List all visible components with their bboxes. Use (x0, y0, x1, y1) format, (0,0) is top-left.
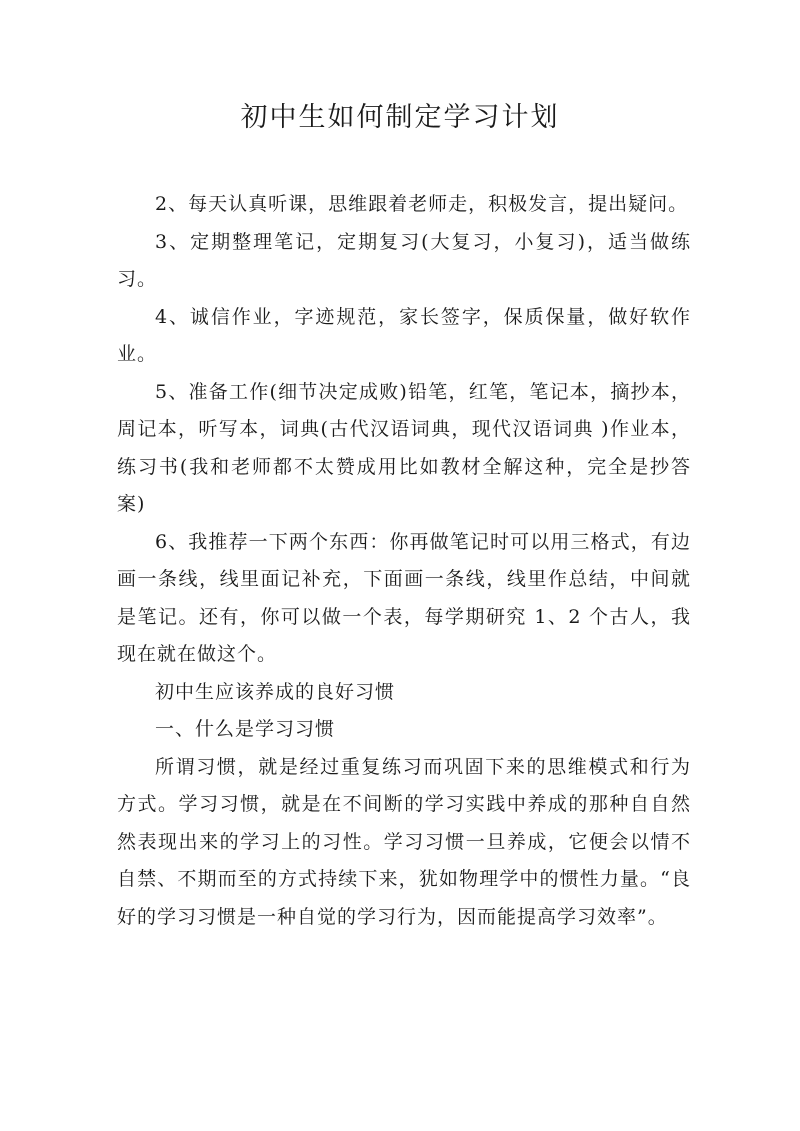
section-heading-good-habits: 初中生应该养成的良好习惯 (155, 680, 396, 703)
paragraph-item-3: 3、定期整理笔记，定期复习(大复习，小复习)，适当做练习。 (117, 230, 691, 290)
paragraph-item-6: 6、我推荐一下两个东西：你再做笔记时可以用三格式，有边画一条线，线里面记补充，下面画一条线，线里作总结，中间就是笔记。还有，你可以做一个表，每学期研究 1、2 个古人，我现在就在做这个。 (117, 530, 691, 665)
subheading-what-is-study-habit: 一、什么是学习习惯 (155, 718, 336, 740)
document-title: 初中生如何制定学习计划 (240, 102, 560, 133)
paragraph-item-2: 2、每天认真听课，思维跟着老师走，积极发言，提出疑问。 (155, 193, 689, 215)
paragraph-item-5: 5、准备工作(细节决定成败)铅笔，红笔，笔记本，摘抄本，周记本，听写本，词典(古代汉语词典，现代汉语词典 )作业本，练习书(我和老师都不太赞成用比如教材全解这种，完全是抄答案) (117, 380, 691, 515)
paragraph-item-4: 4、诚信作业，字迹规范，家长签字，保质保量，做好软作业。 (117, 305, 691, 365)
paragraph-study-habit-definition: 所谓习惯，就是经过重复练习而巩固下来的思维模式和行为方式。学习习惯，就是在不间断的学习实践中养成的那种自自然然表现出来的学习上的习性。学习习惯一旦养成，它便会以情不自禁、不期而至的方式持续下来，犹如物理学中的惯性力量。“良好的学习习惯是一种自觉的学习行为，因而能提高学习效率”。 (117, 755, 691, 928)
document-body (117, 186, 691, 936)
